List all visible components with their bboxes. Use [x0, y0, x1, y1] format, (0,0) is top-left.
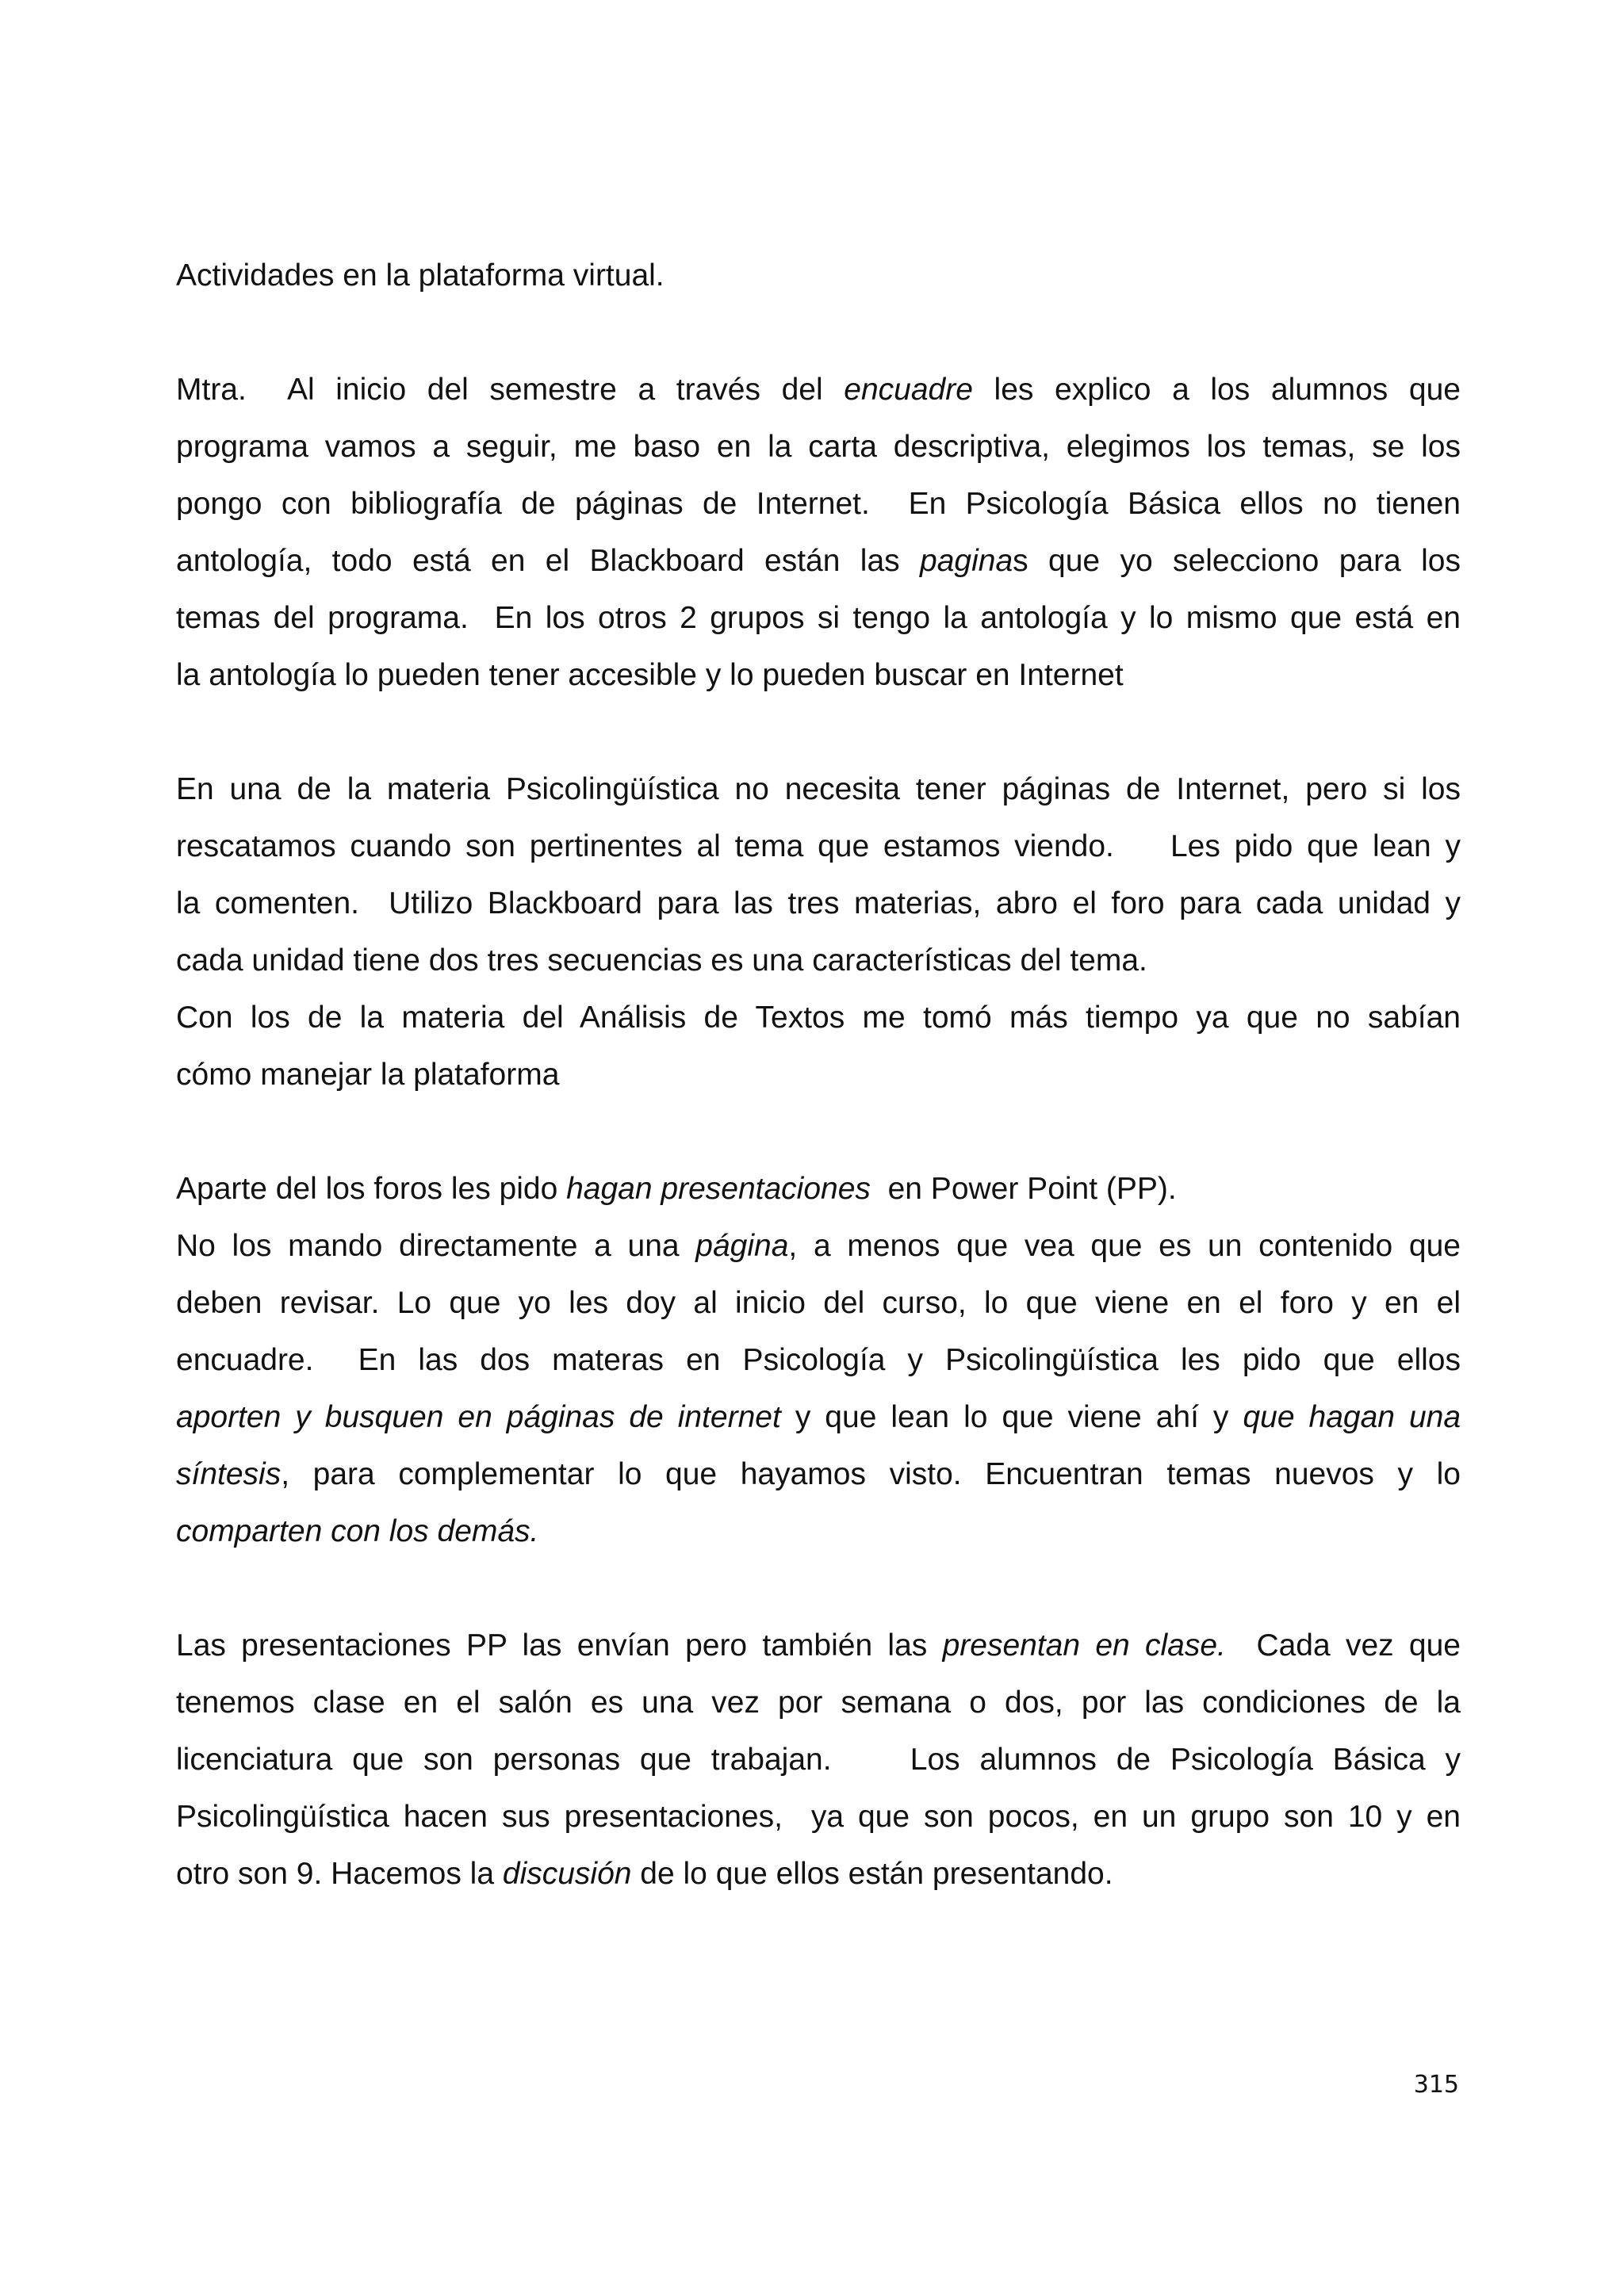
paragraph [176, 761, 1461, 1104]
paragraphs-container [176, 362, 1461, 1903]
text-line [176, 875, 1461, 932]
text-line [176, 818, 1461, 875]
text-run: Las presentaciones PP las envían pero también las [176, 1628, 943, 1663]
italic-text: comparten con los demás. [176, 1514, 539, 1548]
paragraph-gap [176, 1104, 1461, 1161]
text-run: Cada vez que [1225, 1628, 1461, 1663]
paragraph-gap [176, 304, 1461, 362]
text-line [176, 1732, 1461, 1789]
italic-text: síntesis [176, 1457, 282, 1491]
text-line [176, 1047, 1461, 1104]
italic-text: presentan en clase. [942, 1628, 1226, 1663]
text-run: tenemos clase en el salón es una vez por semana o dos, por las condiciones de la [176, 1686, 1461, 1720]
italic-text: página [695, 1229, 789, 1263]
text-run: Aparte del los foros les pido [176, 1172, 567, 1206]
text-line [176, 1446, 1461, 1503]
text-run: rescatamos cuando son pertinentes al tema que estamos viendo. Les pido que lean y [176, 829, 1461, 863]
text-run: Psicolingüística hacen sus presentaciones, ya que son pocos, en un grupo son 10 y en [176, 1800, 1461, 1834]
text-run: Con los de la materia del Análisis de Textos me tomó más tiempo ya que no sabían [176, 1001, 1461, 1035]
text-line [176, 362, 1461, 419]
page-number: 315 [1413, 2071, 1459, 2099]
italic-text: hagan presentaciones [566, 1172, 879, 1206]
paragraph-gap [176, 704, 1461, 761]
text-run: y que lean lo que viene ahí y [780, 1400, 1243, 1434]
text-run: la antología lo pueden tener accesible y lo pueden buscar en Internet [176, 658, 1124, 692]
text-run: No los mando directamente a una [176, 1229, 696, 1263]
text-line [176, 419, 1461, 476]
text-run: la comenten. Utilizo Blackboard para las tres materias, abro el foro para cada unidad y [176, 886, 1461, 920]
paragraph [176, 1617, 1461, 1903]
italic-text: que hagan una [1243, 1400, 1461, 1434]
text-line [176, 1674, 1461, 1732]
text-line [176, 932, 1461, 989]
text-line [176, 476, 1461, 533]
text-run: en Power Point (PP). [879, 1172, 1177, 1206]
text-run: s que yo selecciono para los [1013, 544, 1461, 578]
paragraph-gap [176, 1560, 1461, 1617]
text-run: encuadre. En las dos materas en Psicología y Psicolingüística les pido que ellos [176, 1343, 1461, 1377]
paragraph [176, 1161, 1461, 1560]
text-line [176, 1389, 1461, 1446]
text-line [176, 761, 1461, 818]
text-run: , para complementar lo que hayamos visto. Encuentran temas nuevos y lo [281, 1457, 1461, 1491]
text-run: de lo que ellos están presentando. [631, 1857, 1113, 1891]
text-run: licenciatura que son personas que trabajan. Los alumnos de Psicología Básica y [176, 1743, 1461, 1777]
text-run: antología, todo está en el Blackboard están las [176, 544, 921, 578]
text-run: les explico a los alumnos que [972, 373, 1461, 407]
text-run: cada unidad tiene dos tres secuencias es una características del tema. [176, 943, 1147, 978]
text-run: Mtra. Al inicio del semestre a través del [176, 373, 845, 407]
text-line [176, 590, 1461, 647]
text-line [176, 1275, 1461, 1332]
text-line [176, 533, 1461, 590]
text-run: programa vamos a seguir, me baso en la carta descriptiva, elegimos los temas, se los [176, 430, 1461, 464]
text-run: , a menos que vea que es un contenido que [788, 1229, 1461, 1263]
text-run: cómo manejar la plataforma [176, 1058, 560, 1092]
text-line [176, 1846, 1461, 1903]
text-line [176, 1503, 1461, 1560]
italic-text: pagina [920, 544, 1013, 578]
text-line [176, 1161, 1461, 1218]
italic-text: discusión [502, 1857, 632, 1891]
text-line [176, 1218, 1461, 1275]
text-line [176, 1332, 1461, 1389]
text-line [176, 647, 1461, 704]
paragraph [176, 362, 1461, 704]
text-run: deben revisar. Lo que yo les doy al inicio del curso, lo que viene en el foro y en el [176, 1286, 1461, 1320]
document-body [176, 247, 1461, 1903]
text-run: temas del programa. En los otros 2 grupos si tengo la antología y lo mismo que está en [176, 601, 1461, 635]
text-line [176, 989, 1461, 1047]
text-run: En una de la materia Psicolingüística no necesita tener páginas de Internet, pero si los [176, 772, 1461, 806]
italic-text: encuadre [844, 373, 973, 407]
text-run: otro son 9. Hacemos la [176, 1857, 503, 1891]
document-heading: Actividades en la plataforma virtual. [176, 258, 665, 293]
text-line [176, 1789, 1461, 1846]
text-line [176, 1617, 1461, 1674]
text-run: pongo con bibliografía de páginas de Internet. En Psicología Básica ellos no tienen [176, 487, 1461, 521]
italic-text: aporten y busquen en páginas de internet [176, 1400, 781, 1434]
